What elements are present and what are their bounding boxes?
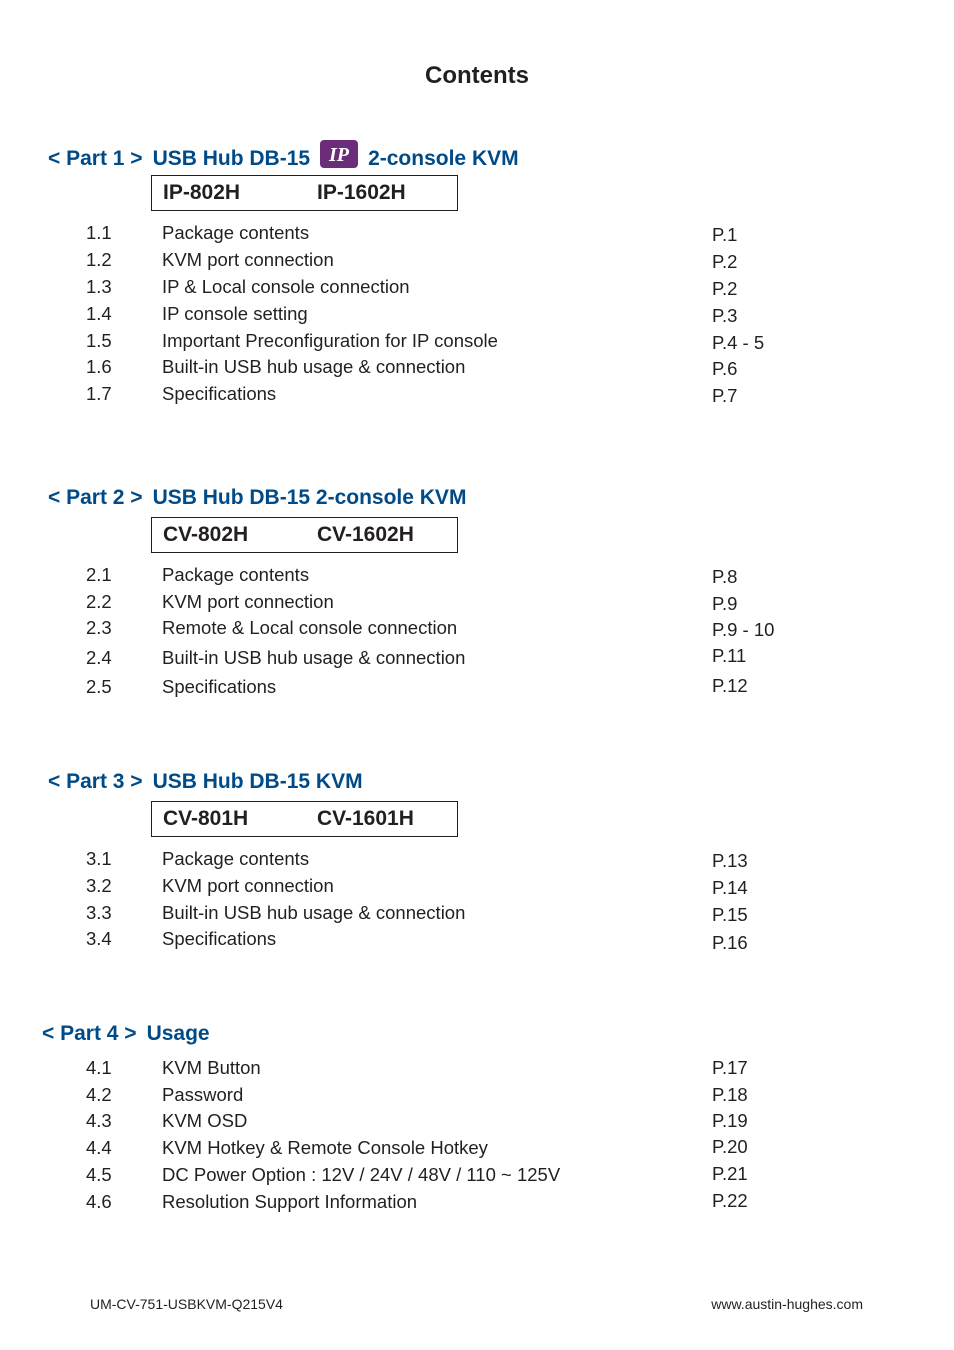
toc-page: P.9 (712, 593, 738, 614)
toc-number: 1.5 (86, 330, 112, 351)
toc-page: P.20 (712, 1136, 748, 1157)
toc-number: 2.4 (86, 647, 112, 668)
toc-row[interactable] (0, 1057, 954, 1083)
toc-number: 1.3 (86, 276, 112, 297)
toc-number: 1.7 (86, 383, 112, 404)
toc-row[interactable] (0, 330, 954, 356)
part-3-heading-a: USB Hub DB-15 KVM (152, 770, 363, 793)
toc-number: 3.1 (86, 848, 112, 869)
toc-page: P.14 (712, 877, 748, 898)
toc-title: Remote & Local console connection (162, 617, 458, 638)
toc-page: P.1 (712, 224, 738, 245)
toc-page: P.21 (712, 1163, 748, 1184)
toc-row[interactable] (0, 1137, 954, 1163)
toc-title: IP & Local console connection (162, 276, 410, 297)
toc-row[interactable] (0, 383, 954, 409)
toc-row[interactable] (0, 1164, 954, 1190)
part-1-label: < Part 1 > (48, 147, 143, 170)
toc-page: P.8 (712, 566, 738, 587)
toc-number: 3.3 (86, 902, 112, 923)
toc-row[interactable] (0, 1191, 954, 1217)
toc-row[interactable] (0, 249, 954, 275)
part-3-heading (48, 769, 363, 795)
toc-page: P.4 - 5 (712, 332, 765, 353)
model-name: IP-802H (163, 181, 241, 204)
toc-number: 1.4 (86, 303, 112, 324)
toc-number: 4.2 (86, 1084, 112, 1105)
toc-title: Specifications (162, 928, 277, 949)
toc-title: KVM Button (162, 1057, 261, 1078)
toc-page: P.13 (712, 850, 748, 871)
toc-row[interactable] (0, 875, 954, 901)
toc-number: 3.4 (86, 928, 112, 949)
toc-row[interactable] (0, 303, 954, 329)
toc-title: KVM port connection (162, 591, 334, 612)
part-2-heading (48, 485, 466, 511)
toc-number: 4.4 (86, 1137, 112, 1158)
ip-logo-icon (320, 140, 358, 168)
toc-page: P.2 (712, 251, 738, 272)
toc-title: Package contents (162, 564, 310, 585)
toc-page: P.7 (712, 385, 738, 406)
toc-row[interactable] (0, 647, 954, 673)
toc-number: 1.6 (86, 356, 112, 377)
part-3-model-box (151, 801, 458, 837)
part-2-model-box (151, 517, 458, 553)
toc-number: 2.5 (86, 676, 112, 697)
toc-row[interactable] (0, 564, 954, 590)
footer-website[interactable]: www.austin-hughes.com (711, 1296, 863, 1312)
toc-row[interactable] (0, 276, 954, 302)
toc-row[interactable] (0, 591, 954, 617)
toc-number: 4.3 (86, 1110, 112, 1131)
toc-row[interactable] (0, 676, 954, 702)
part-3-label: < Part 3 > (48, 770, 143, 793)
toc-title: Specifications (162, 383, 277, 404)
toc-number: 4.6 (86, 1191, 112, 1212)
toc-title: KVM port connection (162, 875, 334, 896)
model-name: CV-1602H (317, 523, 414, 546)
toc-number: 2.1 (86, 564, 112, 585)
toc-row[interactable] (0, 902, 954, 928)
part-2-label: < Part 2 > (48, 486, 143, 509)
toc-title: Important Preconfiguration for IP console (162, 330, 498, 351)
toc-title: Built-in USB hub usage & connection (162, 647, 466, 668)
part-1-model-box (151, 175, 458, 211)
toc-number: 4.5 (86, 1164, 112, 1185)
toc-page: P.15 (712, 904, 748, 925)
model-name: CV-1601H (317, 807, 414, 830)
toc-row[interactable] (0, 1110, 954, 1136)
part-1-heading-b: 2-console KVM (368, 147, 519, 170)
toc-page: P.18 (712, 1084, 748, 1105)
part-4-label: < Part 4 > (42, 1022, 137, 1045)
toc-title: DC Power Option : 12V / 24V / 48V / 110 ~ 125V (162, 1164, 561, 1185)
footer-doc-code: UM-CV-751-USBKVM-Q215V4 (90, 1296, 283, 1312)
page-title: Contents (425, 62, 529, 89)
toc-page: P.12 (712, 675, 748, 696)
ip-badge-text: IP (329, 144, 350, 166)
part-1-heading (48, 140, 519, 172)
model-name: CV-801H (163, 807, 249, 830)
part-4-heading-a: Usage (146, 1022, 210, 1045)
part-4-heading (42, 1021, 210, 1047)
toc-title: Resolution Support Information (162, 1191, 418, 1212)
toc-row[interactable] (0, 928, 954, 954)
toc-title: Password (162, 1084, 244, 1105)
toc-number: 3.2 (86, 875, 112, 896)
toc-number: 4.1 (86, 1057, 112, 1078)
toc-page: P.2 (712, 278, 738, 299)
toc-title: KVM Hotkey & Remote Console Hotkey (162, 1137, 488, 1158)
toc-page: P.9 - 10 (712, 619, 775, 640)
toc-title: Built-in USB hub usage & connection (162, 902, 466, 923)
toc-title: KVM port connection (162, 249, 334, 270)
toc-number: 2.3 (86, 617, 112, 638)
model-name: IP-1602H (317, 181, 406, 204)
toc-page: P.3 (712, 305, 738, 326)
toc-number: 1.1 (86, 222, 112, 243)
model-name: CV-802H (163, 523, 249, 546)
toc-title: KVM OSD (162, 1110, 248, 1131)
toc-row[interactable] (0, 848, 954, 874)
toc-title: IP console setting (162, 303, 308, 324)
toc-row[interactable] (0, 356, 954, 382)
toc-title: Specifications (162, 676, 277, 697)
toc-title: Built-in USB hub usage & connection (162, 356, 466, 377)
toc-page: P.11 (712, 645, 747, 666)
toc-number: 2.2 (86, 591, 112, 612)
part-1-heading-a: USB Hub DB-15 (152, 147, 311, 170)
toc-row[interactable] (0, 617, 954, 643)
toc-page: P.17 (712, 1057, 748, 1078)
toc-title: Package contents (162, 222, 310, 243)
toc-page: P.6 (712, 358, 738, 379)
part-2-heading-a: USB Hub DB-15 2-console KVM (152, 486, 467, 509)
toc-page: P.16 (712, 932, 748, 953)
toc-page: P.19 (712, 1110, 748, 1131)
toc-page: P.22 (712, 1190, 748, 1211)
toc-number: 1.2 (86, 249, 112, 270)
toc-row[interactable] (0, 1084, 954, 1110)
toc-row[interactable] (0, 222, 954, 248)
toc-title: Package contents (162, 848, 310, 869)
